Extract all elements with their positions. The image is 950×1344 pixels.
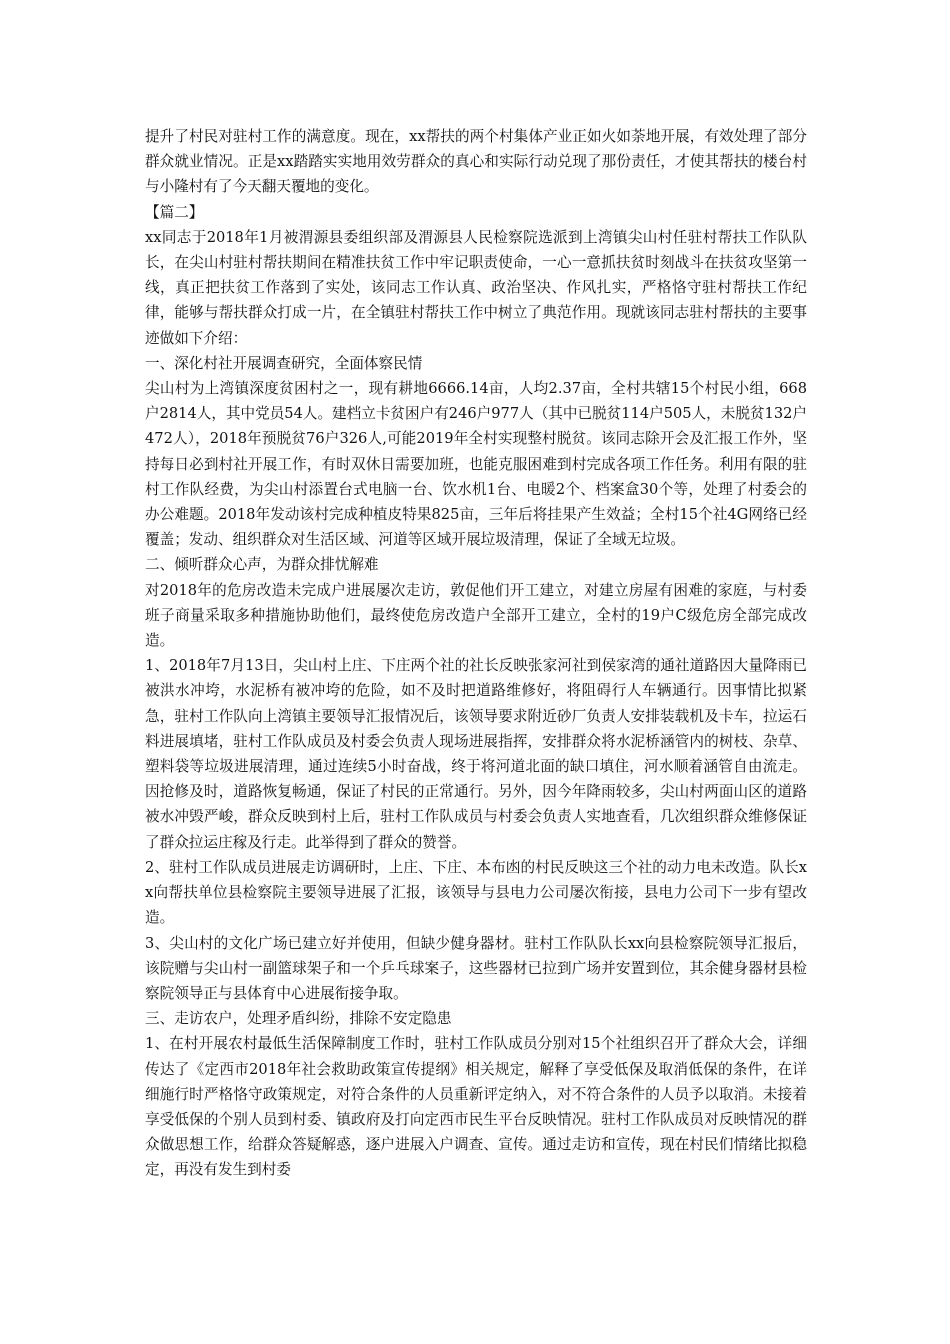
document-body xyxy=(145,124,807,1183)
paragraph-subsidy-policy: 1、在村开展农村最低生活保障制度工作时，驻村工作队成员分别对15个社组织召开了群众大会，详细传达了《定西市2018年社会救助政策宣传提纲》相关规定，解释了享受低保及取消低保的条件，在详细施行时严格恪守政策规定，对符合条件的人员重新评定纳入，对不符合条件的人员予以取消。未接着享受低保的个别人员到村委、镇政府及打向定西市民生平台反映情况。驻村工作队成员对反映情况的群众做思想工作，给群众答疑解惑，逐户进展入户调查、宣传。通过走访和宣传，现在村民们情绪比拟稳定，再没有发生到村委 xyxy=(145,1035,807,1179)
section-heading-1: 一、深化村社开展调查研究，全面体察民情 xyxy=(145,354,423,372)
paragraph-fitness-equipment: 3、尖山村的文化广场已建立好并使用，但缺少健身器材。驻村工作队队长xx向县检察院领导汇报后，该院赠与尖山村一副篮球架子和一个乒乓球案子，这些器材已拉到广场并安置到位，其余健身器材县检察院领导正与县体育中心进展衔接争取。 xyxy=(145,934,807,1002)
section-heading-3: 三、走访农户，处理矛盾纠纷，排除不安定隐患 xyxy=(145,1010,452,1028)
section-heading-2: 二、倾听群众心声，为群众排忧解难 xyxy=(145,556,379,574)
paragraph-road-repair: 1、2018年7月13日，尖山村上庄、下庄两个社的社长反映张家河社到侯家湾的通社道路因大量降雨已被洪水冲垮，水泥桥有被冲垮的危险，如不及时把道路维修好，将阻碍行人车辆通行。因事情比拟紧急，驻村工作队向上湾镇主要领导汇报情况后，该领导要求附近砂厂负责人安排装载机及卡车，拉运石料进展填堵，驻村工作队成员及村委会负责人现场进展指挥，安排群众将水泥桥涵管内的树枝、杂草、塑料袋等垃圾进展清理，通过连续5小时奋战，终于将河道北面的缺口填住，河水顺着涵管自由流走。因抢修及时，道路恢复畅通，保证了村民的正常通行。另外，因今年降雨较多，尖山村两面山区的道路被水冲毁严峻，群众反映到村上后，驻村工作队成员与村委会负责人实地查看，几次组织群众维修保证了群众拉运庄稼及行走。此举得到了群众的赞誉。 xyxy=(145,657,807,851)
paragraph-intro-continuation: 提升了村民对驻村工作的满意度。现在，xx帮扶的两个村集体产业正如火如荼地开展，有效处理了部分群众就业情况。正是xx踏踏实实地用效劳群众的真心和实际行动兑现了那份责任，才使其帮扶的楼台村与小隆村有了今天翻天覆地的变化。 xyxy=(145,128,807,196)
paragraph-introduction: xx同志于2018年1月被渭源县委组织部及渭源县人民检察院选派到上湾镇尖山村任驻村帮扶工作队队长，在尖山村驻村帮扶期间在精准扶贫工作中牢记职责使命，一心一意抓扶贫时刻战斗在扶贫攻坚第一线，真正把扶贫工作落到了实处，该同志工作认真、政治坚决、作风扎实，严格恪守驻村帮扶工作纪律，能够与帮扶群众打成一片，在全镇驻村帮扶工作中树立了典范作用。现就该同志驻村帮扶的主要事迹做如下介绍： xyxy=(145,228,807,347)
paragraph-village-overview: 尖山村为上湾镇深度贫困村之一，现有耕地6666.14亩，人均2.37亩，全村共辖15个村民小组，668户2814人，其中党员54人。建档立卡贫困户有246户977人（其中已脱贫114户505人，未脱贫132户472人），2018年预脱贫76户326人,可能2019年全村实现整村脱贫。该同志除开会及汇报工作外，坚持每日必到村社开展工作，有时双休日需要加班，也能克服困难到村完成各项工作任务。利用有限的驻村工作队经费，为尖山村添置台式电脑一台、饮水机1台、电暖2个、档案盒30个等，处理了村委会的办公难题。2018年发动该村完成种植皮特果825亩，三年后将挂果产生效益；全村15个社4G网络已经覆盖；发动、组织群众对生活区域、河道等区域开展垃圾清理，保证了全域无垃圾。 xyxy=(145,380,807,549)
paragraph-power-upgrade: 2、驻村工作队成员进展走访调研时，上庄、下庄、本布凼的村民反映这三个社的动力电未改造。队长xx向帮扶单位县检察院主要领导进展了汇报，该领导与县电力公司屡次衔接，县电力公司下一步有望改造。 xyxy=(145,858,807,927)
paragraph-housing-renovation: 对2018年的危房改造未完成户进展屡次走访，敦促他们开工建立，对建立房屋有困难的家庭，与村委班子商量采取多种措施协助他们，最终使危房改造户全部开工建立，全村的19户C级危房全部完成改造。 xyxy=(145,581,807,650)
section-label-part-two: 【篇二】 xyxy=(145,203,204,221)
